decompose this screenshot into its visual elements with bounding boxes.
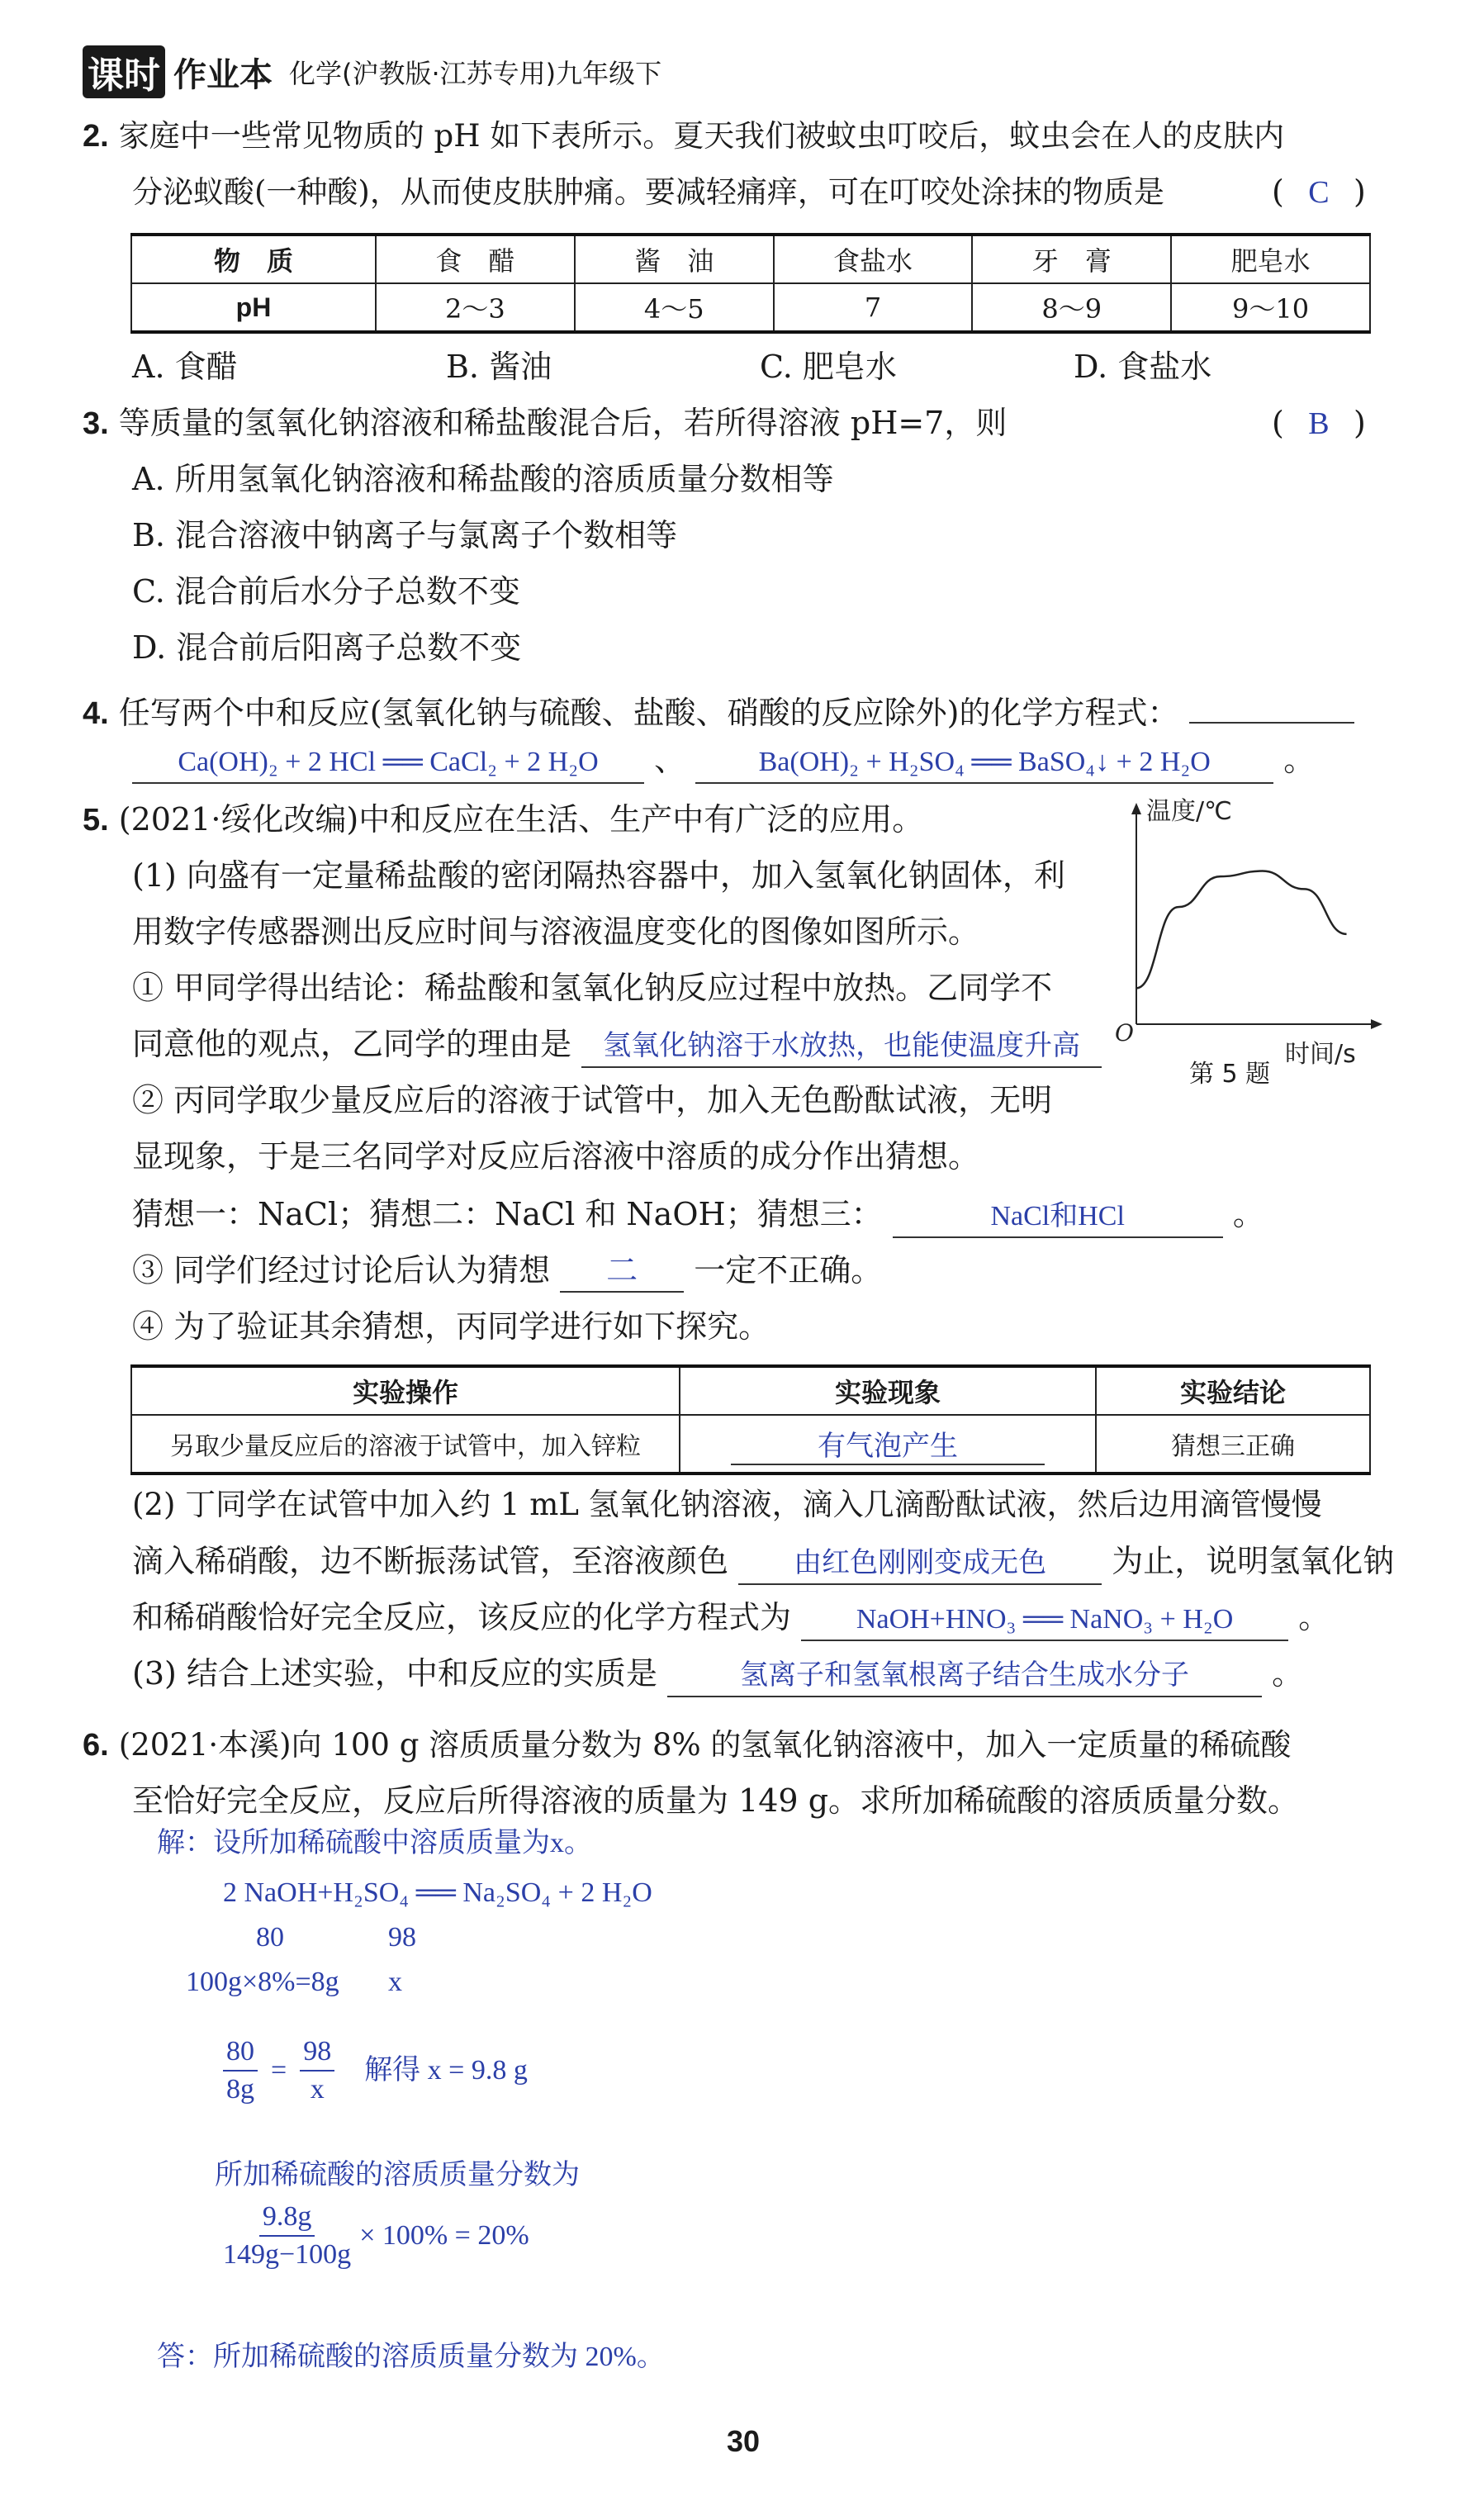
q5-p2-eq-answer: NaOH+HNO₃ ══ NaNO₃ + H₂O bbox=[801, 1600, 1288, 1641]
q6-frac2 bbox=[300, 2034, 334, 2108]
q4-stem: 任写两个中和反应(氢氧化钠与硫酸、盐酸、硝酸的反应除外)的化学方程式： bbox=[118, 695, 1179, 731]
q6-frac3-den: 149g−100g bbox=[223, 2239, 352, 2270]
header-series: 作业本 bbox=[173, 55, 273, 94]
q5-p2-color-answer: 由红色刚刚变成无色 bbox=[738, 1544, 1102, 1585]
q6-frac3-tail: × 100% = 20% bbox=[359, 2220, 529, 2251]
q5-guess-period: 。 bbox=[1232, 1196, 1264, 1232]
q5-guess-line: 猜想一：NaCl；猜想二：NaCl 和 NaOH；猜想三： bbox=[132, 1196, 883, 1232]
q3-option-c: C. 混合前后水分子总数不变 bbox=[132, 573, 520, 610]
q2-option-a: A. 食醋 bbox=[132, 349, 238, 385]
q5-p2-line2-row bbox=[132, 1541, 1394, 1585]
q5-c3-post: 一定不正确。 bbox=[694, 1252, 883, 1288]
q6-frac-intro: 所加稀硫酸的溶质质量分数为 bbox=[215, 2160, 580, 2190]
q5-p2-period: 。 bbox=[1298, 1599, 1330, 1635]
ph-table-value: 2～3 bbox=[376, 283, 575, 332]
q4-answers-row bbox=[132, 740, 1315, 784]
q5-c2-line1: ② 丙同学取少量反应后的溶液于试管中，加入无色酚酞试液，无明 bbox=[132, 1082, 1053, 1118]
q2-answer: C bbox=[1308, 175, 1330, 210]
q6-frac1 bbox=[223, 2034, 258, 2108]
q5-p2-line3-row bbox=[132, 1597, 1330, 1641]
q5-source-line: (2021·绥化改编)中和反应在生活、生产中有广泛的应用。 bbox=[118, 801, 924, 838]
ph-table-value: 4～5 bbox=[575, 283, 774, 332]
q4-answer-1: Ca(OH)₂ + 2 HCl ══ CaCl₂ + 2 H₂O bbox=[132, 743, 644, 784]
experiment-header-phenomenon: 实验现象 bbox=[680, 1366, 1096, 1415]
q6-frac1-num: 80 bbox=[223, 2034, 258, 2072]
q2-options bbox=[132, 347, 1371, 387]
q3-answer: B bbox=[1308, 406, 1330, 441]
q5-p1-line1: (1) 向盛有一定量稀盐酸的密闭隔热容器中，加入氢氧化钠固体，利 bbox=[132, 857, 1065, 894]
page-number: 30 bbox=[726, 2424, 761, 2458]
q5-p3-pre: (3) 结合上述实验，中和反应的实质是 bbox=[132, 1655, 657, 1692]
q5-p2-line2-post: 为止，说明氢氧化钠 bbox=[1112, 1543, 1395, 1579]
q6-frac2-den: x bbox=[310, 2074, 325, 2105]
q3-option-a: A. 所用氢氧化钠溶液和稀盐酸的溶质质量分数相等 bbox=[132, 461, 834, 497]
q3-number: 3. bbox=[83, 406, 109, 441]
q2-line2-row bbox=[132, 172, 1164, 212]
q5-c1-line2: 同意他的观点，乙同学的理由是 bbox=[132, 1026, 572, 1062]
q2-line1: 家庭中一些常见物质的 pH 如下表所示。夏天我们被蚊虫叮咬后，蚊虫会在人的皮肤内 bbox=[118, 118, 1285, 154]
q5-c1-line2-row bbox=[132, 1024, 1102, 1068]
temperature-curve bbox=[1136, 871, 1347, 989]
q4-blank-tail bbox=[1189, 689, 1354, 724]
q6-sol-m2: 98 bbox=[388, 1922, 416, 1953]
q6-final-answer: 答：所加稀硫酸的溶质质量分数为 20%。 bbox=[157, 2342, 665, 2372]
page-header bbox=[83, 45, 661, 98]
q3-stem: 等质量的氢氧化钠溶液和稀盐酸混合后，若所得溶液 pH=7，则 bbox=[118, 405, 1008, 441]
chart-caption: 第 5 题 bbox=[1189, 1060, 1271, 1089]
q6-line2: 至恰好完全反应，反应后所得溶液的质量为 149 g。求所加稀硫酸的溶质质量分数。 bbox=[132, 1782, 1300, 1819]
q6-solution bbox=[132, 1825, 665, 2375]
q5-c3-answer: 二 bbox=[560, 1251, 684, 1293]
header-logo: 课时 bbox=[83, 45, 165, 98]
ph-table-value: 7 bbox=[774, 283, 973, 332]
q6-line1: (2021·本溪)向 100 g 溶质质量分数为 8% 的氢氧化钠溶液中，加入一定质量的稀硫酸 bbox=[118, 1727, 1292, 1763]
header-subject: 化学(沪教版·江苏专用)九年级下 bbox=[289, 58, 662, 89]
ph-table-substance: 酱 油 bbox=[575, 235, 774, 283]
q5-source-row bbox=[83, 800, 923, 840]
q5-c1-answer: 氢氧化钠溶于水放热，也能使温度升高 bbox=[581, 1027, 1102, 1068]
ph-table bbox=[130, 233, 1371, 334]
q5-p1-line2: 用数字传感器测出反应时间与溶液温度变化的图像如图所示。 bbox=[132, 914, 980, 950]
q6-frac3-num: 9.8g bbox=[259, 2199, 315, 2237]
q6-equals: = bbox=[271, 2055, 287, 2086]
q2-option-d: D. 食盐水 bbox=[1074, 349, 1212, 385]
q6-sol-m1: 80 bbox=[256, 1922, 284, 1953]
q5-p3-row bbox=[132, 1654, 1303, 1697]
q4-number: 4. bbox=[83, 696, 109, 731]
experiment-conclusion: 猜想三正确 bbox=[1096, 1415, 1370, 1474]
ph-table-label-substance: 物 质 bbox=[131, 235, 376, 283]
q6-sol-v1: 100g×8%=8g bbox=[186, 1967, 339, 1997]
ph-table-label-ph: pH bbox=[131, 283, 376, 332]
q6-frac3 bbox=[223, 2199, 351, 2273]
experiment-table bbox=[130, 1364, 1371, 1475]
experiment-operation: 另取少量反应后的溶液于试管中，加入锌粒 bbox=[131, 1415, 680, 1474]
experiment-header-conclusion: 实验结论 bbox=[1096, 1366, 1370, 1415]
ph-table-substance: 肥皂水 bbox=[1171, 235, 1370, 283]
q6-sol-values bbox=[186, 1964, 665, 2000]
q6-sol-masses bbox=[256, 1920, 665, 1956]
q4-stem-row bbox=[83, 689, 1354, 733]
q2-option-c: C. 肥皂水 bbox=[760, 349, 897, 385]
q6-frac1-den: 8g bbox=[226, 2074, 254, 2105]
q5-c3-pre: ③ 同学们经过讨论后认为猜想 bbox=[132, 1252, 551, 1288]
q5-c4: ④ 为了验证其余猜想，丙同学进行如下探究。 bbox=[132, 1308, 770, 1345]
q5-p3-period: 。 bbox=[1272, 1655, 1304, 1692]
q3-option-d: D. 混合前后阳离子总数不变 bbox=[132, 629, 522, 666]
ph-table-substance: 食 醋 bbox=[376, 235, 575, 283]
q6-number: 6. bbox=[83, 1728, 109, 1763]
y-axis-label: 温度/℃ bbox=[1146, 797, 1232, 826]
x-axis-arrow bbox=[1371, 1019, 1382, 1029]
origin-label: O bbox=[1115, 1019, 1134, 1046]
q5-guess-row bbox=[132, 1194, 1264, 1238]
q6-sol-proportion bbox=[223, 2034, 665, 2108]
experiment-phenomenon: 有气泡产生 bbox=[731, 1423, 1045, 1465]
q4-separator: 、 bbox=[654, 742, 686, 778]
ph-table-value: 8～9 bbox=[972, 283, 1171, 332]
q2-number: 2. bbox=[83, 119, 109, 154]
experiment-header-operation: 实验操作 bbox=[131, 1366, 680, 1415]
q2-block bbox=[83, 116, 1387, 156]
q2-option-b: B. 酱油 bbox=[446, 349, 552, 385]
q6-line1-row bbox=[83, 1725, 1291, 1765]
q3-option-b: B. 混合溶液中钠离子与氯离子个数相等 bbox=[132, 517, 678, 553]
y-axis-arrow bbox=[1131, 803, 1141, 814]
q5-guess3-answer: NaCl和HCl bbox=[893, 1197, 1223, 1238]
q5-p3-answer: 氢离子和氢氧根离子结合生成水分子 bbox=[667, 1656, 1262, 1697]
q4-end: 。 bbox=[1283, 742, 1316, 778]
q6-frac2-num: 98 bbox=[300, 2034, 334, 2072]
q2-answer-bracket: ( C ) bbox=[1272, 172, 1366, 212]
q5-c2-line2: 显现象，于是三名同学对反应后溶液中溶质的成分作出猜想。 bbox=[132, 1138, 980, 1175]
q5-p2-line2-pre: 滴入稀硝酸，边不断振荡试管，至溶液颜色 bbox=[132, 1543, 729, 1579]
q5-c3-row bbox=[132, 1250, 882, 1293]
q5-p2-line3-pre: 和稀硝酸恰好完全反应，该反应的化学方程式为 bbox=[132, 1599, 792, 1635]
q6-final-frac-row bbox=[223, 2199, 665, 2273]
x-axis-label: 时间/s bbox=[1285, 1040, 1356, 1069]
ph-table-substance: 食盐水 bbox=[774, 235, 973, 283]
q4-answer-2: Ba(OH)₂ + H₂SO₄ ══ BaSO₄↓ + 2 H₂O bbox=[695, 743, 1273, 784]
q5-number: 5. bbox=[83, 803, 109, 838]
ph-table-value: 9～10 bbox=[1171, 283, 1370, 332]
q2-line2: 分泌蚁酸(一种酸)，从而使皮肤肿痛。要减轻痛痒，可在叮咬处涂抹的物质是 bbox=[132, 174, 1164, 210]
q6-sol-intro: 解：设所加稀硫酸中溶质质量为x。 bbox=[157, 1828, 592, 1858]
ph-table-substance: 牙 膏 bbox=[972, 235, 1171, 283]
q3-answer-bracket: ( B ) bbox=[1272, 403, 1366, 444]
q5-c1-line1: ① 甲同学得出结论：稀盐酸和氢氧化钠反应过程中放热。乙同学不 bbox=[132, 970, 1053, 1006]
q6-sol-v2: x bbox=[388, 1967, 402, 1997]
q6-sol-eq: 2 NaOH+H₂SO₄ ══ Na₂SO₄ + 2 H₂O bbox=[223, 1877, 652, 1908]
q6-solve: 解得 x = 9.8 g bbox=[364, 2055, 528, 2086]
q5-p2-line1: (2) 丁同学在试管中加入约 1 mL 氢氧化钠溶液，滴入几滴酚酞试液，然后边用滴管慢慢 bbox=[132, 1487, 1322, 1522]
q3-stem-row bbox=[83, 403, 1007, 444]
